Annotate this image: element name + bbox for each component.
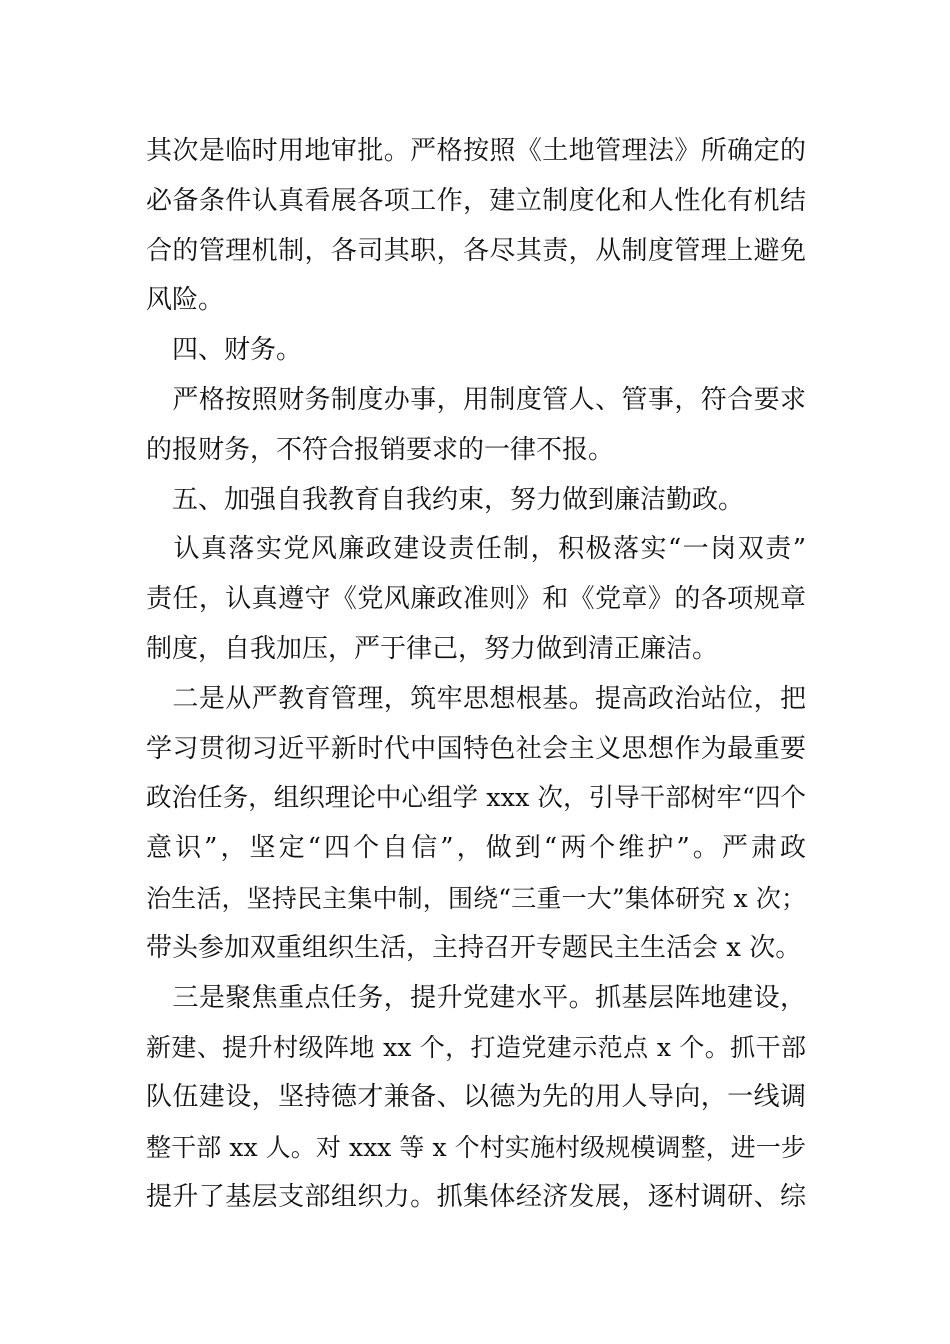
text-line: 责任，认真遵守《党风廉政准则》和《党章》的各项规章 — [146, 584, 806, 615]
text-line: 意识”，坚定“四个自信”，做到“两个维护”。严肃政 — [146, 833, 806, 864]
text-line: 治生活，坚持民主集中制，围绕“三重一大”集体研究 x 次； — [146, 883, 806, 913]
text-line: 其次是临时用地审批。严格按照《土地管理法》所确定的 — [146, 136, 806, 166]
text-line: 整干部 xx 人。对 xxx 等 x 个村实施村级规模调整，进一步 — [146, 1132, 806, 1162]
text-line: 三是聚焦重点任务，提升党建水平。抓基层阵地建设， — [146, 982, 806, 1013]
text-line: 的报财务，不符合报销要求的一律不报。 — [146, 434, 615, 465]
document-body — [146, 127, 806, 1223]
text-line: 提升了基层支部组织力。抓集体经济发展，逐村调研、综 — [146, 1181, 806, 1212]
text-line: 合的管理机制，各司其职，各尽其责，从制度管理上避免 — [146, 235, 806, 266]
text-line: 队伍建设，坚持德才兼备、以德为先的用人导向，一线调 — [146, 1082, 806, 1113]
text-line: 四、财务。 — [146, 335, 303, 366]
text-line: 必备条件认真看展各项工作，建立制度化和人性化有机结 — [146, 185, 806, 216]
text-line: 二是从严教育管理，筑牢思想根基。提高政治站位，把 — [146, 683, 806, 714]
text-line: 风险。 — [146, 285, 225, 316]
text-line: 严格按照财务制度办事，用制度管人、管事，符合要求 — [146, 384, 806, 415]
text-line: 新建、提升村级阵地 xx 个，打造党建示范点 x 个。抓干部 — [146, 1033, 806, 1063]
text-line: 认真落实党风廉政建设责任制，积极落实“一岗双责” — [146, 534, 806, 565]
text-line: 政治任务，组织理论中心组学 xxx 次，引导干部树牢“四个 — [146, 783, 806, 814]
text-line: 学习贯彻习近平新时代中国特色社会主义思想作为最重要 — [146, 733, 806, 764]
text-line: 五、加强自我教育自我约束，努力做到廉洁勤政。 — [146, 484, 745, 515]
text-line: 制度，自我加压，严于律己，努力做到清正廉洁。 — [146, 633, 719, 664]
text-line: 带头参加双重组织生活，主持召开专题民主生活会 x 次。 — [146, 932, 802, 963]
